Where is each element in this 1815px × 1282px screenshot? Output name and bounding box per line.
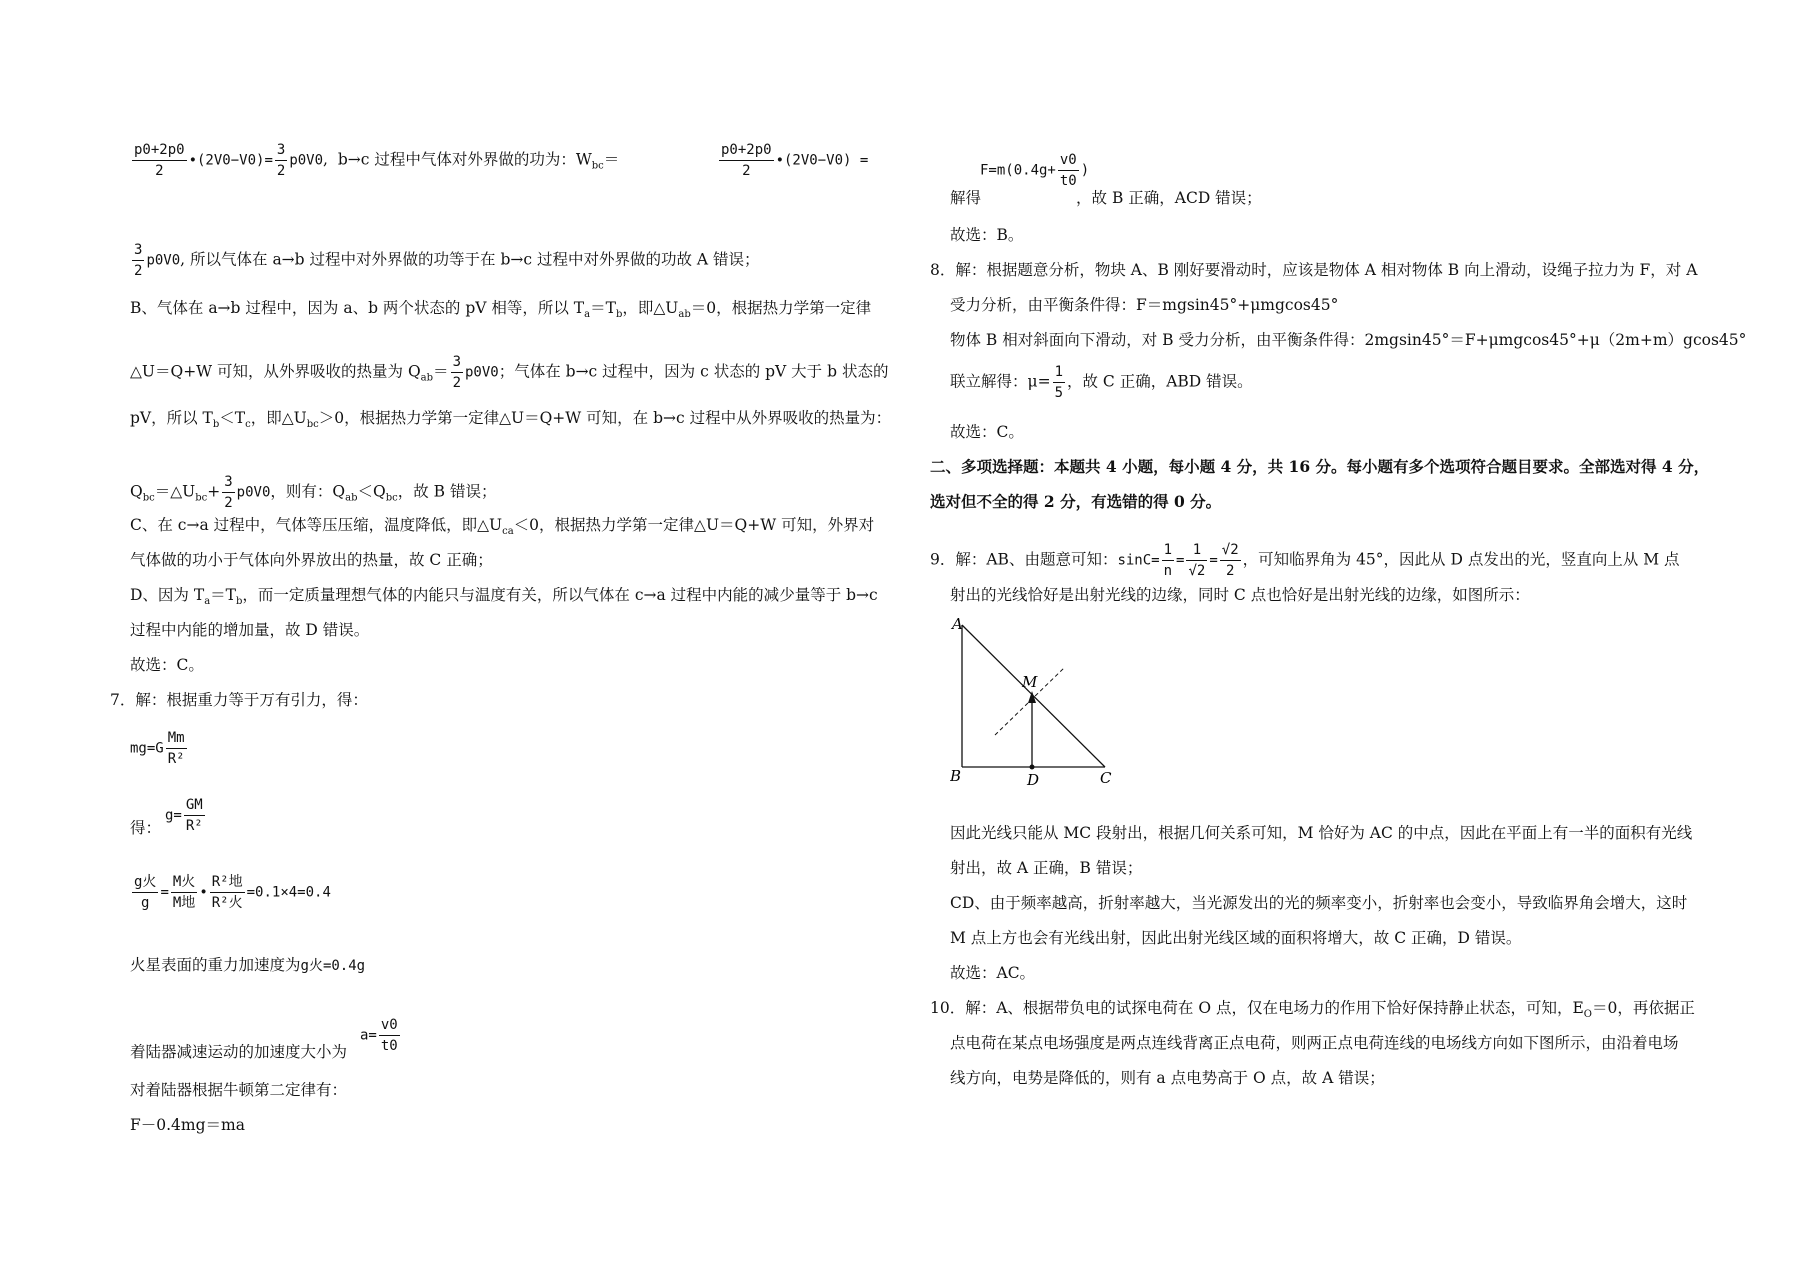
line-jiede: 解得 ，故 B 正确，ACD 错误；: [950, 189, 1262, 207]
answer-8: 故选：C。: [950, 423, 1024, 441]
label-a: A: [952, 615, 963, 633]
question-8-line-2: 受力分析，由平衡条件得：F＝mgsin45°+μmgcos45°: [950, 296, 1339, 314]
triangle-figure: [950, 615, 1130, 790]
fraction: $\frac{p0+2p0}{2}$: [721, 142, 772, 179]
question-9-line-6: M 点上方也会有光线出射，因此出射光线区域的面积将增大，故 C 正确，D 错误。: [950, 929, 1522, 947]
line-b-option: B、气体在 a→b 过程中，因为 a、b 两个状态的 pV 相等，所以 $T_a=T_b$，即$\triangle U_{ab}=0$，根据热力学第一定律: [130, 299, 872, 321]
line-force: F－0.4mg＝ma: [130, 1116, 245, 1134]
line-mars-gravity: 火星表面的重力加速度为g火=0.4g: [130, 956, 366, 974]
fraction: $\frac{1}{√2}$: [1188, 542, 1206, 579]
question-9-line-3: 因此光线只能从 MC 段射出，根据几何关系可知，M 恰好为 AC 的中点，因此在平面上有一半的面积有光线: [950, 824, 1693, 842]
fraction: $\frac{\text{g火}}{g}$: [134, 874, 157, 911]
label-m: M: [1022, 673, 1038, 691]
line-d-option: D、因为 $T_a=T_b$，而一定质量理想气体的内能只与温度有关，所以气体在 c→a 过程中内能的减少量等于 b→c: [130, 586, 878, 608]
line-work-compare: $\frac{3}{2}$ p0V0, 所以气体在 a→b 过程中对外界做的功等于在 b→c 过程中对外界做的功故 A 错误；: [134, 242, 760, 279]
fraction: $\frac{Mm}{\text{R²}}$: [167, 730, 185, 767]
question-8-line-1: 8．解：根据题意分析，物块 A、B 刚好要滑动时，应该是物体 A 相对物体 B 向上滑动，设绳子拉力为 F，对 A: [930, 261, 1698, 279]
question-10-line-1: 10．解：A、根据带负电的试探电荷在 O 点，仅在电场力的作用下恰好保持静止状态，可知，$E_O=0$，再依据正: [930, 999, 1695, 1021]
line-decel: 着陆器减速运动的加速度大小为: [130, 1043, 348, 1061]
fraction: $\frac{3}{2}$: [224, 474, 233, 511]
line-c-option: C、在 c→a 过程中，气体等压压缩，温度降低，即$\triangle U_{ca}<0$，根据热力学第一定律△U＝Q+W 可知，外界对: [130, 516, 875, 538]
fraction: $\frac{1}{n}$: [1163, 542, 1173, 579]
answer-7: 故选：B。: [950, 226, 1024, 244]
fraction: $\frac{GM}{\text{R²}}$: [185, 797, 203, 834]
fraction: $\frac{v0}{t0}$: [380, 1017, 398, 1054]
eq-force-solved: F=m(0.4g+ $\frac{v0}{t0}$ ): [980, 152, 1090, 189]
fraction: $\frac{1}{5}$: [1054, 364, 1063, 401]
line-wab-formula: $\frac{p0+2p0}{2}$ •(2V0−V0)= $\frac{3}{2}$ p0V0, b→c 过程中气体对外界做的功为：$W_{bc}=$: [134, 142, 620, 179]
line-qab: △U＝Q+W 可知，从外界吸收的热量为 $Q_{ab}=$ $\frac{3}{2}$ p0V0；气体在 b→c 过程中，因为 c 状态的 pV 大于 b 状态的: [130, 354, 889, 391]
question-9-line-1: 9．解：AB、由题意可知：sinC= $\frac{1}{n}$ = $\frac{1}{√2}$ = $\frac{√2}{2}$ ，可知临界角为 45°，因此从 D 点发出的光，竖直向上从 M 点: [930, 542, 1680, 579]
question-10-line-3: 线方向，电势是降低的，则有 a 点电势高于 O 点，故 A 错误；: [950, 1069, 1385, 1087]
label-b: B: [950, 767, 962, 785]
eq-accel: a= $\frac{v0}{t0}$: [360, 1017, 398, 1054]
fraction: $\frac{\text{M火}}{\text{M地}}$: [172, 874, 196, 911]
fraction: $\frac{√2}{2}$: [1221, 542, 1239, 579]
label-c: C: [1100, 769, 1112, 787]
label-de: 得：: [130, 819, 162, 837]
line-pv-compare: pV，所以 $T_b<T_c$，即$\triangle U_{bc}>0$，根据热力学第一定律△U＝Q+W 可知，在 b→c 过程中从外界吸收的热量为：: [130, 409, 892, 431]
fraction: $\frac{3}{2}$: [134, 242, 143, 279]
question-8-line-3: 物体 B 相对斜面向下滑动，对 B 受力分析，由平衡条件得：2mgsin45°＝F+μmgcos45°+μ（2m+m）gcos45°: [950, 331, 1747, 349]
section-2-heading: 二、多项选择题：本题共 4 小题，每小题 4 分，共 16 分。每小题有多个选项符合题目要求。全部选对得 4 分，: [930, 457, 1710, 476]
question-9-line-2: 射出的光线恰好是出射光线的边缘，同时 C 点也恰好是出射光线的边缘，如图所示：: [950, 586, 1530, 604]
question-9-line-5: CD、由于频率越高，折射率越大，当光源发出的光的频率变小，折射率也会变小，导致临界角会增大，这时: [950, 894, 1688, 912]
question-8-line-4: 联立解得：μ= $\frac{1}{5}$ ，故 C 正确，ABD 错误。: [950, 364, 1253, 401]
eq-mg: mg=G $\frac{Mm}{\text{R²}}$: [130, 730, 185, 767]
eq-ratio: $\frac{\text{g火}}{g}$ = $\frac{\text{M火}}{\text{M地}}$ • $\frac{\text{R²地}}{\text{R²火}}$ =0.1×4=0.4: [134, 874, 331, 911]
line-c-option-2: 气体做的功小于气体向外界放出的热量，故 C 正确；: [130, 551, 493, 569]
line-wbc-formula: $\frac{p0+2p0}{2}$ •(2V0−V0) =: [721, 142, 869, 179]
answer-9: 故选：AC。: [950, 964, 1036, 982]
question-10-line-2: 点电荷在某点电场强度是两点连线背离正点电荷，则两正点电荷连线的电场线方向如下图所示，由沿着电场: [950, 1034, 1679, 1052]
line-newton: 对着陆器根据牛顿第二定律有：: [130, 1081, 348, 1099]
fraction: $\frac{3}{2}$: [452, 354, 461, 391]
label-d: D: [1027, 771, 1040, 789]
fraction: $\frac{\text{R²地}}{\text{R²火}}$: [211, 874, 243, 911]
fraction: $\frac{3}{2}$: [276, 142, 286, 179]
question-9-line-4: 射出，故 A 正确，B 错误；: [950, 859, 1143, 877]
fraction: $\frac{p0+2p0}{2}$: [134, 142, 185, 179]
section-2-heading-2: 选对但不全的得 2 分，有选错的得 0 分。: [930, 492, 1222, 511]
line-qbc: $Q_{bc}=\triangle U_{bc}+$ $\frac{3}{2}$ p0V0，则有：$Q_{ab}<Q_{bc}$，故 B 错误；: [130, 474, 497, 511]
fraction: $\frac{v0}{t0}$: [1059, 152, 1077, 189]
eq-g-value: g= $\frac{GM}{\text{R²}}$: [165, 797, 203, 834]
answer-6: 故选：C。: [130, 656, 204, 674]
line-d-option-2: 过程中内能的增加量，故 D 错误。: [130, 621, 370, 639]
question-7-heading: 7．解：根据重力等于万有引力，得：: [110, 691, 368, 709]
